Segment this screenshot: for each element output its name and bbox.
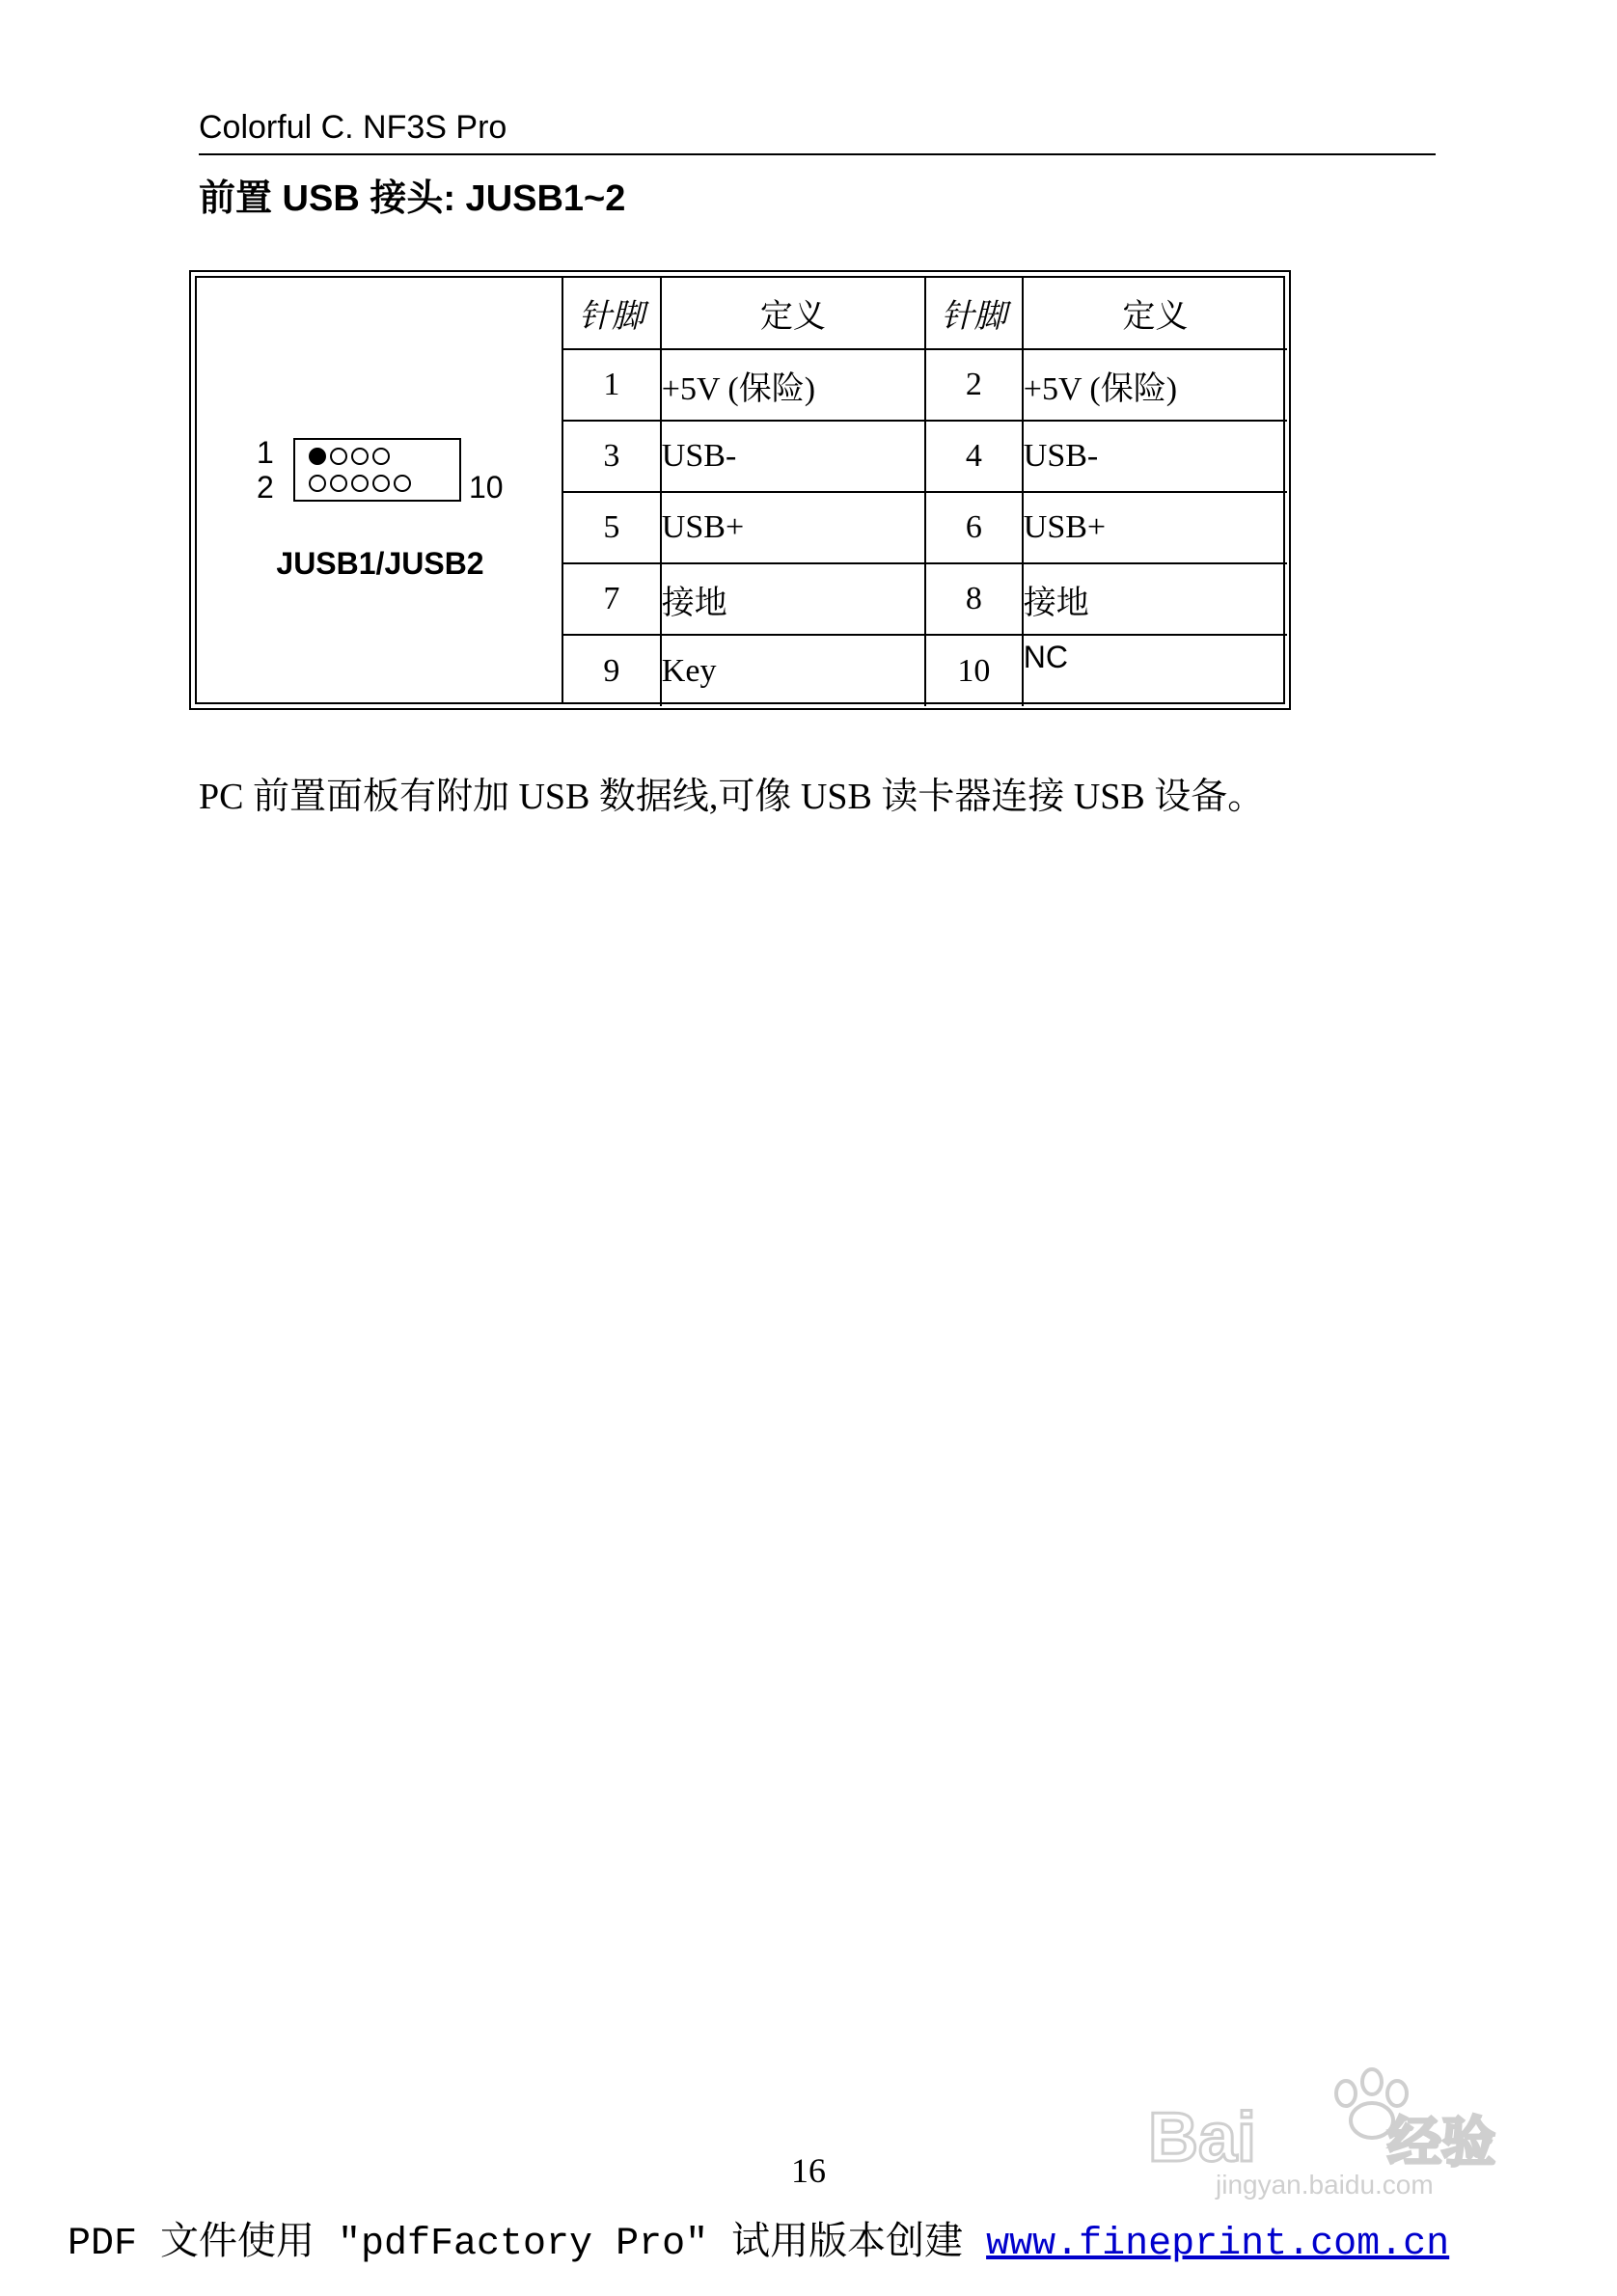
table-cell-pin: 1 [563,349,661,421]
pin-1-icon [309,448,326,465]
table-cell-pin: 6 [925,492,1023,563]
watermark-brand2-text: 经验 [1387,2112,1495,2174]
connector-pin-label-2: 2 [257,470,274,505]
table-row [563,421,1287,492]
table-row [563,563,1287,635]
section-title: 前置 USB 接头: JUSB1~2 [199,178,626,219]
table-cell-definition: USB+ [661,492,925,563]
table-row [563,492,1287,563]
connector-diagram [197,278,563,702]
footer-link[interactable]: www.fineprint.com.cn [986,2223,1450,2266]
body-paragraph: PC 前置面板有附加 USB 数据线,可像 USB 读卡器连接 USB 设备。 [199,777,1265,817]
connector-label: JUSB1/JUSB2 [276,546,484,581]
pinout-table [563,278,1287,706]
table-cell-definition: 接地 [661,563,925,635]
page-number: 16 [791,2151,826,2190]
footer-text: PDF 文件使用 "pdfFactory Pro" 试用版本创建 [68,2223,987,2266]
table-cell-definition: +5V (保险) [1023,349,1287,421]
table-header-pin: 针脚 [563,278,661,349]
table-cell-pin: 3 [563,421,661,492]
table-cell-pin: 2 [925,349,1023,421]
connector-pin-label-10: 10 [469,470,504,505]
header-divider [199,153,1436,155]
table-cell-definition: Key [661,635,925,706]
pin-8-icon [372,475,390,492]
connector-header-box [293,438,461,502]
table-header-definition: 定义 [1023,278,1287,349]
watermark-brand-text: Bai [1148,2099,1257,2176]
document-header-title: Colorful C. NF3S Pro [199,109,507,146]
table-cell-definition: NC [1023,640,1068,674]
pin-5-icon [351,448,369,465]
table-cell-pin: 5 [563,492,661,563]
connector-pin-row-odd [309,448,390,469]
pin-7-icon [372,448,390,465]
table-header-definition: 定义 [661,278,925,349]
pin-3-icon [330,448,347,465]
pin-4-icon [330,475,347,492]
table-cell-definition: USB- [1023,421,1287,492]
table-cell-definition: USB- [661,421,925,492]
pin-6-icon [351,475,369,492]
pin-10-icon [394,475,411,492]
connector-pin-label-1: 1 [257,435,274,470]
pinout-table-frame [189,270,1291,710]
pdf-footer [68,2221,1449,2269]
table-header-pin: 针脚 [925,278,1023,349]
table-cell-definition: USB+ [1023,492,1287,563]
table-cell-pin: 10 [925,635,1023,706]
table-cell-pin: 9 [563,635,661,706]
table-row [563,635,1287,706]
table-cell-definition: 接地 [1023,563,1287,635]
table-row [563,349,1287,421]
table-cell-pin: 7 [563,563,661,635]
watermark-url-text: jingyan.baidu.com [1216,2170,1434,2200]
pin-2-icon [309,475,326,492]
table-header-row [563,278,1287,349]
table-cell-definition: +5V (保险) [661,349,925,421]
table-cell-pin: 8 [925,563,1023,635]
pinout-table-inner [195,276,1285,704]
table-cell-pin: 4 [925,421,1023,492]
connector-pin-row-even [309,475,411,496]
